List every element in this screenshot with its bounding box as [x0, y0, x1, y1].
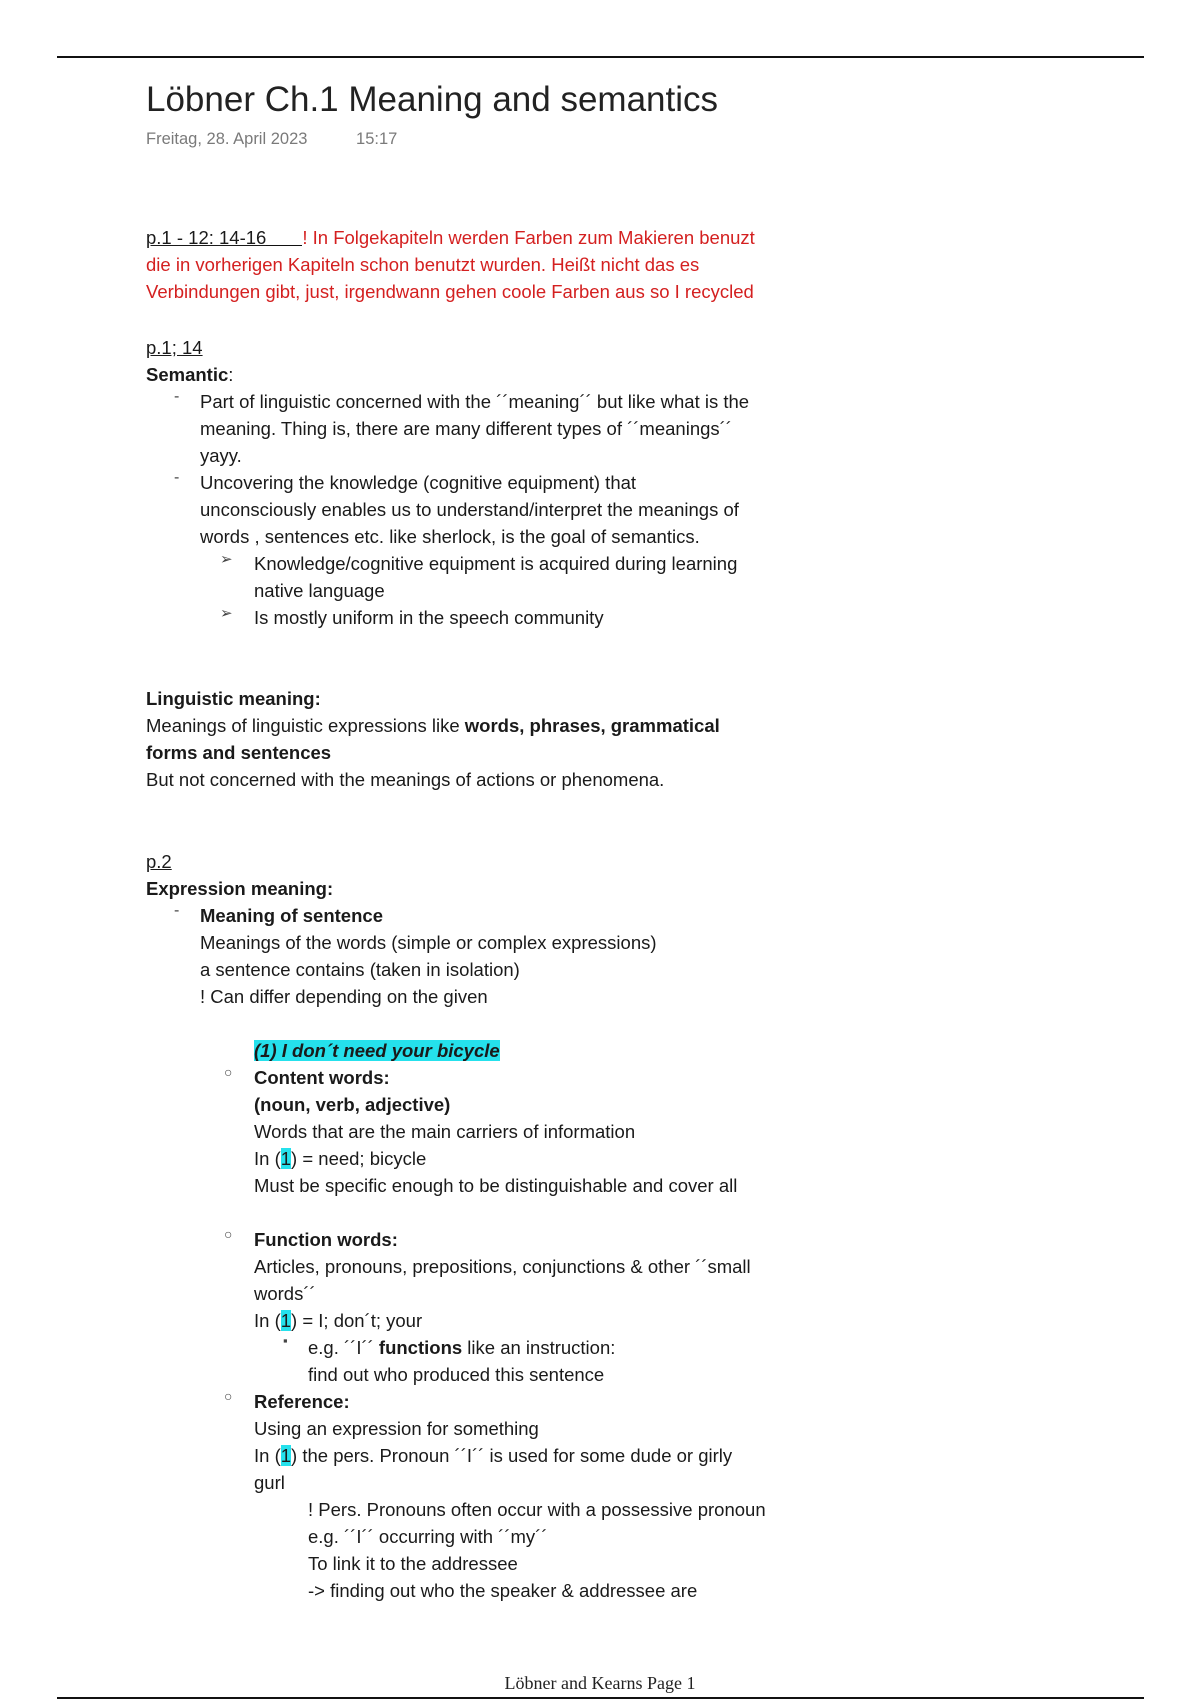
warning-line-3: Verbindungen gibt, just, irgendwann gehen coole Farben aus so I recycled: [146, 281, 754, 302]
example-sentence-row: [146, 1037, 766, 1064]
bottom-rule: [57, 1697, 1144, 1699]
list-item: ▪ e.g. ´´I´´ functions like an instruction: find out who produced this sentence: [283, 1333, 616, 1385]
list-item: ➢ Is mostly uniform in the speech community: [220, 605, 604, 628]
page-ref-p2: p.2: [146, 851, 172, 872]
warning-line-1: p.1 - 12: 14-16 ! In Folgekapiteln werden Farben zum Makieren benuzt: [146, 227, 755, 248]
page-footer: Löbner and Kearns Page 1: [504, 1673, 696, 1693]
linguistic-meaning-heading: Linguistic meaning:: [146, 688, 321, 709]
dash-bullet-icon: -: [174, 902, 180, 919]
page-ref-p1: p.1; 14: [146, 337, 203, 358]
list-item: - Part of linguistic concerned with the ´´meaning´´ but like what is the meaning. Thing is, there are many different types of ´´meanings´´ yayy.: [174, 388, 750, 466]
list-item: ➢ Knowledge/cognitive equipment is acquired during learning native language: [220, 551, 738, 601]
expression-meaning-heading: Expression meaning:: [146, 878, 334, 899]
arrow-bullet-icon: ➢: [220, 551, 233, 568]
arrow-bullet-icon: ➢: [220, 605, 233, 622]
list-item: ○ Reference: Using an expression for something In (1) the pers. Pronoun ´´I´´ is used for some dude or girly gurl: [224, 1388, 733, 1493]
page-date: Freitag, 28. April 2023: [146, 130, 308, 148]
list-item: - Uncovering the knowledge (cognitive equipment) that unconsciously enables us to understand/interpret the meanings of words , sentences etc. like sherlock, is the goal of semantics.: [174, 469, 739, 547]
top-rule: [57, 56, 1144, 58]
dash-bullet-icon: -: [174, 388, 180, 405]
reference-note: ! Pers. Pronouns often occur with a possessive pronoun e.g. ´´I´´ occurring with ´´my´´ To link it to the addressee -> finding out who the speaker & addressee are: [308, 1499, 766, 1601]
page-time: 15:17: [356, 130, 398, 148]
circle-bullet-icon: ○: [224, 1064, 233, 1080]
example-ref: 1: [280, 1445, 292, 1466]
circle-bullet-icon: ○: [224, 1226, 233, 1242]
note-range-label: p.1 - 12: 14-16: [146, 227, 267, 248]
list-item: - Meaning of sentence Meanings of the words (simple or complex expressions) a sentence contains (taken in isolation) ! Can differ depending on the given: [174, 902, 657, 1007]
dash-bullet-icon: -: [174, 469, 180, 486]
page-meta: [146, 130, 866, 154]
semantic-heading: Semantic:: [146, 364, 234, 385]
underline-field: [266, 227, 302, 246]
list-item: ○ Function words: Articles, pronouns, prepositions, conjunctions & other ´´small words´´ In (1) = I; don´t; your: [224, 1226, 751, 1331]
linguistic-meaning-section: Linguistic meaning: Meanings of linguistic expressions like words, phrases, grammatical forms and sentences But not concerned with the meanings of actions or phenomena.: [146, 685, 720, 793]
semantic-section: [146, 334, 749, 631]
page-title: Löbner Ch.1 Meaning and semantics: [146, 80, 719, 119]
note-page: [146, 76, 866, 1601]
example-ref: 1: [280, 1148, 292, 1169]
example-sentence: (1) I don´t need your bicycle: [254, 1040, 500, 1061]
example-ref: 1: [280, 1310, 292, 1331]
expression-meaning-section: [146, 848, 766, 1604]
square-bullet-icon: ▪: [283, 1333, 288, 1348]
warning-line-2: die in vorherigen Kapiteln schon benutzt wurden. Heißt nicht das es: [146, 254, 700, 275]
circle-bullet-icon: ○: [224, 1388, 233, 1404]
list-item: ○ Content words: (noun, verb, adjective) Words that are the main carriers of information In (1) = need; bicycle Must be specific enough to be distinguishable and cover all: [224, 1064, 738, 1196]
note-range-block: [146, 224, 755, 305]
